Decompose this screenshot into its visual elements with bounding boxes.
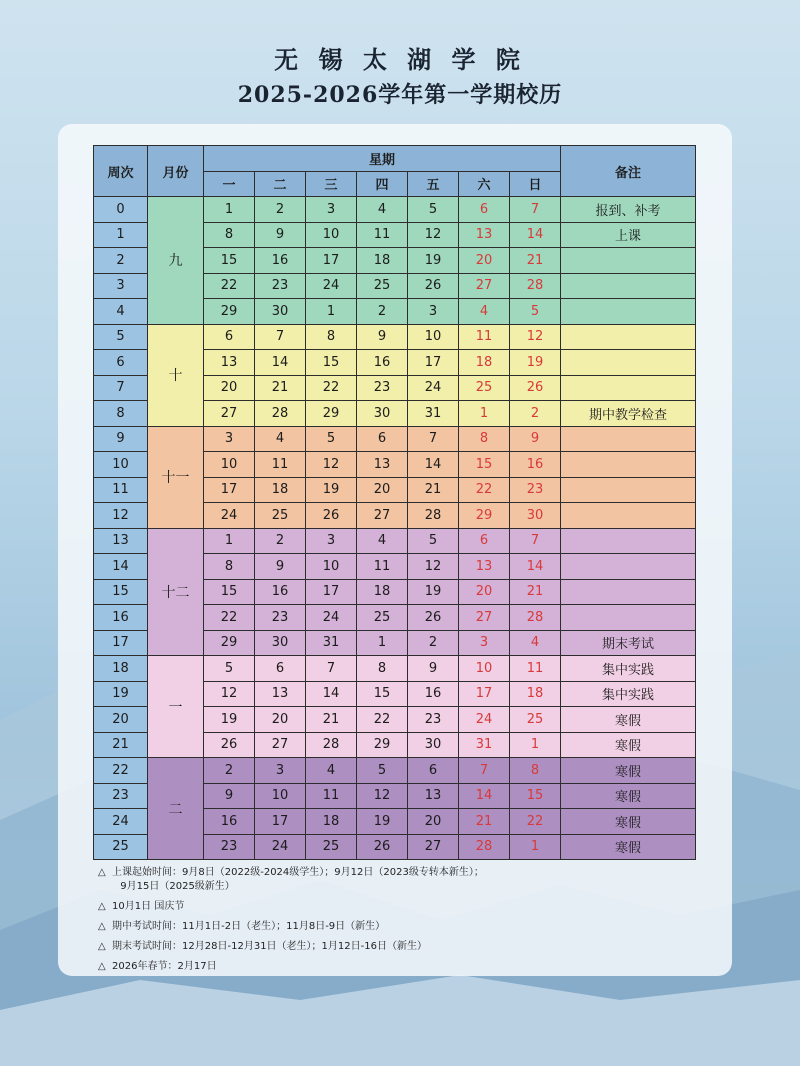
- day-cell: 12: [408, 554, 459, 580]
- day-cell: 20: [459, 579, 510, 605]
- day-cell: 3: [306, 197, 357, 223]
- day-cell: 29: [306, 401, 357, 427]
- day-cell: 25: [357, 605, 408, 631]
- day-cell: 21: [459, 809, 510, 835]
- day-cell: 2: [255, 197, 306, 223]
- remark-cell: 集中实践: [561, 681, 696, 707]
- day-cell: 23: [255, 605, 306, 631]
- day-cell: 14: [255, 350, 306, 376]
- day-cell: 18: [306, 809, 357, 835]
- day-cell: 13: [255, 681, 306, 707]
- day-cell: 18: [357, 579, 408, 605]
- day-cell: 28: [510, 605, 561, 631]
- week-number: 13: [94, 528, 148, 554]
- day-cell: 8: [204, 222, 255, 248]
- week-number: 24: [94, 809, 148, 835]
- remark-cell: [561, 375, 696, 401]
- day-cell: 27: [204, 401, 255, 427]
- day-cell: 15: [204, 579, 255, 605]
- header-week: 周次: [94, 146, 148, 197]
- week-number: 20: [94, 707, 148, 733]
- day-cell: 26: [357, 834, 408, 860]
- day-cell: 29: [204, 630, 255, 656]
- day-cell: 16: [357, 350, 408, 376]
- week-number: 1: [94, 222, 148, 248]
- day-cell: 7: [306, 656, 357, 682]
- day-cell: 2: [357, 299, 408, 325]
- remark-cell: 寒假: [561, 758, 696, 784]
- remark-cell: 寒假: [561, 834, 696, 860]
- day-cell: 5: [408, 197, 459, 223]
- header-weekday: 一: [204, 171, 255, 197]
- day-cell: 27: [459, 605, 510, 631]
- remark-cell: [561, 248, 696, 274]
- day-cell: 9: [204, 783, 255, 809]
- day-cell: 5: [408, 528, 459, 554]
- day-cell: 22: [204, 605, 255, 631]
- month-label: 十: [148, 324, 204, 426]
- day-cell: 9: [510, 426, 561, 452]
- month-label: 一: [148, 656, 204, 758]
- day-cell: 4: [459, 299, 510, 325]
- day-cell: 3: [408, 299, 459, 325]
- day-cell: 24: [306, 605, 357, 631]
- week-number: 21: [94, 732, 148, 758]
- week-number: 8: [94, 401, 148, 427]
- day-cell: 11: [357, 222, 408, 248]
- remark-cell: [561, 324, 696, 350]
- day-cell: 4: [357, 197, 408, 223]
- table-row: [94, 197, 696, 223]
- month-label: 九: [148, 197, 204, 325]
- day-cell: 29: [204, 299, 255, 325]
- day-cell: 6: [204, 324, 255, 350]
- day-cell: 8: [357, 656, 408, 682]
- week-number: 18: [94, 656, 148, 682]
- footnotes: [98, 866, 718, 980]
- day-cell: 28: [510, 273, 561, 299]
- day-cell: 22: [459, 477, 510, 503]
- day-cell: 27: [255, 732, 306, 758]
- day-cell: 20: [357, 477, 408, 503]
- week-number: 14: [94, 554, 148, 580]
- day-cell: 23: [204, 834, 255, 860]
- day-cell: 24: [408, 375, 459, 401]
- day-cell: 13: [204, 350, 255, 376]
- day-cell: 12: [306, 452, 357, 478]
- day-cell: 2: [408, 630, 459, 656]
- day-cell: 31: [306, 630, 357, 656]
- day-cell: 2: [204, 758, 255, 784]
- day-cell: 11: [510, 656, 561, 682]
- calendar-title: 2025-2026学年第一学期校历: [237, 82, 563, 108]
- day-cell: 10: [459, 656, 510, 682]
- day-cell: 25: [306, 834, 357, 860]
- day-cell: 20: [459, 248, 510, 274]
- day-cell: 20: [204, 375, 255, 401]
- day-cell: 19: [357, 809, 408, 835]
- day-cell: 12: [408, 222, 459, 248]
- day-cell: 1: [204, 197, 255, 223]
- day-cell: 14: [306, 681, 357, 707]
- remark-cell: [561, 426, 696, 452]
- day-cell: 5: [306, 426, 357, 452]
- day-cell: 3: [306, 528, 357, 554]
- day-cell: 4: [255, 426, 306, 452]
- day-cell: 30: [408, 732, 459, 758]
- day-cell: 17: [306, 248, 357, 274]
- day-cell: 11: [459, 324, 510, 350]
- day-cell: 24: [306, 273, 357, 299]
- day-cell: 29: [357, 732, 408, 758]
- day-cell: 28: [255, 401, 306, 427]
- day-cell: 13: [408, 783, 459, 809]
- day-cell: 11: [255, 452, 306, 478]
- day-cell: 22: [306, 375, 357, 401]
- day-cell: 22: [204, 273, 255, 299]
- day-cell: 18: [255, 477, 306, 503]
- day-cell: 11: [357, 554, 408, 580]
- day-cell: 20: [255, 707, 306, 733]
- remark-cell: 期中教学检查: [561, 401, 696, 427]
- calendar-table: [93, 145, 696, 860]
- header-weekday: 五: [408, 171, 459, 197]
- day-cell: 7: [408, 426, 459, 452]
- day-cell: 23: [255, 273, 306, 299]
- day-cell: 1: [459, 401, 510, 427]
- day-cell: 13: [459, 554, 510, 580]
- day-cell: 1: [510, 834, 561, 860]
- day-cell: 15: [306, 350, 357, 376]
- day-cell: 9: [357, 324, 408, 350]
- day-cell: 5: [204, 656, 255, 682]
- day-cell: 31: [459, 732, 510, 758]
- day-cell: 28: [408, 503, 459, 529]
- week-number: 3: [94, 273, 148, 299]
- day-cell: 19: [408, 579, 459, 605]
- day-cell: 4: [510, 630, 561, 656]
- day-cell: 14: [510, 554, 561, 580]
- day-cell: 15: [510, 783, 561, 809]
- remark-cell: [561, 605, 696, 631]
- table-row: [94, 324, 696, 350]
- week-number: 22: [94, 758, 148, 784]
- day-cell: 2: [255, 528, 306, 554]
- day-cell: 19: [510, 350, 561, 376]
- day-cell: 7: [255, 324, 306, 350]
- day-cell: 1: [204, 528, 255, 554]
- day-cell: 3: [459, 630, 510, 656]
- day-cell: 5: [510, 299, 561, 325]
- day-cell: 28: [459, 834, 510, 860]
- day-cell: 31: [408, 401, 459, 427]
- day-cell: 4: [306, 758, 357, 784]
- day-cell: 17: [459, 681, 510, 707]
- day-cell: 8: [459, 426, 510, 452]
- week-number: 10: [94, 452, 148, 478]
- day-cell: 25: [357, 273, 408, 299]
- day-cell: 15: [204, 248, 255, 274]
- remark-cell: 寒假: [561, 732, 696, 758]
- day-cell: 21: [510, 248, 561, 274]
- remark-cell: [561, 579, 696, 605]
- day-cell: 30: [255, 630, 306, 656]
- week-number: 5: [94, 324, 148, 350]
- day-cell: 23: [357, 375, 408, 401]
- day-cell: 18: [459, 350, 510, 376]
- day-cell: 19: [204, 707, 255, 733]
- day-cell: 9: [255, 554, 306, 580]
- day-cell: 10: [306, 554, 357, 580]
- day-cell: 28: [306, 732, 357, 758]
- day-cell: 24: [204, 503, 255, 529]
- day-cell: 8: [306, 324, 357, 350]
- day-cell: 3: [204, 426, 255, 452]
- footnote-national-day: △ 10月1日 国庆节: [98, 901, 185, 912]
- footnote-spring-festival: △ 2026年春节：2月17日: [98, 961, 217, 972]
- day-cell: 15: [357, 681, 408, 707]
- day-cell: 27: [459, 273, 510, 299]
- day-cell: 7: [510, 197, 561, 223]
- remark-cell: 报到、补考: [561, 197, 696, 223]
- day-cell: 12: [204, 681, 255, 707]
- header-weekday: 三: [306, 171, 357, 197]
- remark-cell: [561, 503, 696, 529]
- day-cell: 16: [255, 248, 306, 274]
- footnote-midterm: △ 期中考试时间：11月1日-2日（老生）；11月8日-9日（新生）: [98, 921, 386, 932]
- day-cell: 21: [510, 579, 561, 605]
- day-cell: 12: [357, 783, 408, 809]
- table-row: [94, 426, 696, 452]
- header-weekday-group: 星期: [204, 146, 561, 172]
- week-number: 11: [94, 477, 148, 503]
- day-cell: 26: [510, 375, 561, 401]
- header-remark: 备注: [561, 146, 696, 197]
- day-cell: 14: [408, 452, 459, 478]
- day-cell: 30: [357, 401, 408, 427]
- day-cell: 23: [408, 707, 459, 733]
- day-cell: 26: [204, 732, 255, 758]
- day-cell: 25: [255, 503, 306, 529]
- day-cell: 18: [357, 248, 408, 274]
- day-cell: 17: [204, 477, 255, 503]
- day-cell: 9: [408, 656, 459, 682]
- day-cell: 16: [408, 681, 459, 707]
- day-cell: 3: [255, 758, 306, 784]
- day-cell: 17: [255, 809, 306, 835]
- day-cell: 8: [204, 554, 255, 580]
- week-number: 25: [94, 834, 148, 860]
- header-weekday: 六: [459, 171, 510, 197]
- remark-cell: 寒假: [561, 707, 696, 733]
- day-cell: 1: [510, 732, 561, 758]
- day-cell: 23: [510, 477, 561, 503]
- day-cell: 21: [306, 707, 357, 733]
- day-cell: 6: [408, 758, 459, 784]
- remark-cell: 集中实践: [561, 656, 696, 682]
- remark-cell: [561, 299, 696, 325]
- day-cell: 12: [510, 324, 561, 350]
- remark-cell: 寒假: [561, 783, 696, 809]
- day-cell: 26: [408, 605, 459, 631]
- footnote-start: △ 上课起始时间：9月8日（2022级-2024级学生）；9月12日（2023级专转本新生）； 9月15日（2025级新生）: [98, 867, 484, 892]
- week-number: 15: [94, 579, 148, 605]
- week-number: 4: [94, 299, 148, 325]
- month-label: 十二: [148, 528, 204, 656]
- day-cell: 6: [255, 656, 306, 682]
- header-weekday: 二: [255, 171, 306, 197]
- day-cell: 16: [204, 809, 255, 835]
- remark-cell: [561, 452, 696, 478]
- remark-cell: [561, 477, 696, 503]
- day-cell: 30: [510, 503, 561, 529]
- day-cell: 17: [306, 579, 357, 605]
- day-cell: 27: [357, 503, 408, 529]
- week-number: 12: [94, 503, 148, 529]
- day-cell: 14: [459, 783, 510, 809]
- remark-cell: [561, 554, 696, 580]
- day-cell: 9: [255, 222, 306, 248]
- day-cell: 10: [306, 222, 357, 248]
- day-cell: 5: [357, 758, 408, 784]
- day-cell: 15: [459, 452, 510, 478]
- day-cell: 2: [510, 401, 561, 427]
- week-number: 0: [94, 197, 148, 223]
- day-cell: 6: [459, 528, 510, 554]
- week-number: 17: [94, 630, 148, 656]
- day-cell: 22: [510, 809, 561, 835]
- remark-cell: [561, 528, 696, 554]
- header-month: 月份: [148, 146, 204, 197]
- day-cell: 1: [357, 630, 408, 656]
- day-cell: 26: [408, 273, 459, 299]
- day-cell: 13: [459, 222, 510, 248]
- week-number: 23: [94, 783, 148, 809]
- table-row: [94, 656, 696, 682]
- day-cell: 21: [408, 477, 459, 503]
- day-cell: 22: [357, 707, 408, 733]
- day-cell: 25: [459, 375, 510, 401]
- day-cell: 1: [306, 299, 357, 325]
- week-number: 6: [94, 350, 148, 376]
- week-number: 9: [94, 426, 148, 452]
- day-cell: 17: [408, 350, 459, 376]
- table-row: [94, 528, 696, 554]
- day-cell: 8: [510, 758, 561, 784]
- day-cell: 14: [510, 222, 561, 248]
- remark-cell: [561, 350, 696, 376]
- table-row: [94, 758, 696, 784]
- remark-cell: 上课: [561, 222, 696, 248]
- day-cell: 11: [306, 783, 357, 809]
- day-cell: 7: [510, 528, 561, 554]
- day-cell: 6: [459, 197, 510, 223]
- day-cell: 13: [357, 452, 408, 478]
- month-label: 十一: [148, 426, 204, 528]
- day-cell: 10: [204, 452, 255, 478]
- remark-cell: [561, 273, 696, 299]
- day-cell: 29: [459, 503, 510, 529]
- day-cell: 21: [255, 375, 306, 401]
- month-label: 二: [148, 758, 204, 860]
- week-number: 2: [94, 248, 148, 274]
- week-number: 19: [94, 681, 148, 707]
- day-cell: 7: [459, 758, 510, 784]
- header-weekday: 四: [357, 171, 408, 197]
- day-cell: 16: [510, 452, 561, 478]
- day-cell: 26: [306, 503, 357, 529]
- day-cell: 10: [255, 783, 306, 809]
- day-cell: 4: [357, 528, 408, 554]
- day-cell: 10: [408, 324, 459, 350]
- week-number: 7: [94, 375, 148, 401]
- day-cell: 27: [408, 834, 459, 860]
- remark-cell: 期末考试: [561, 630, 696, 656]
- remark-cell: 寒假: [561, 809, 696, 835]
- week-number: 16: [94, 605, 148, 631]
- day-cell: 25: [510, 707, 561, 733]
- school-name: 无 锡 太 湖 学 院: [274, 45, 526, 74]
- day-cell: 24: [255, 834, 306, 860]
- day-cell: 20: [408, 809, 459, 835]
- day-cell: 18: [510, 681, 561, 707]
- day-cell: 24: [459, 707, 510, 733]
- header-weekday: 日: [510, 171, 561, 197]
- footnote-final: △ 期末考试时间：12月28日-12月31日（老生）；1月12日-16日（新生）: [98, 941, 427, 952]
- day-cell: 19: [306, 477, 357, 503]
- day-cell: 6: [357, 426, 408, 452]
- day-cell: 19: [408, 248, 459, 274]
- day-cell: 16: [255, 579, 306, 605]
- day-cell: 30: [255, 299, 306, 325]
